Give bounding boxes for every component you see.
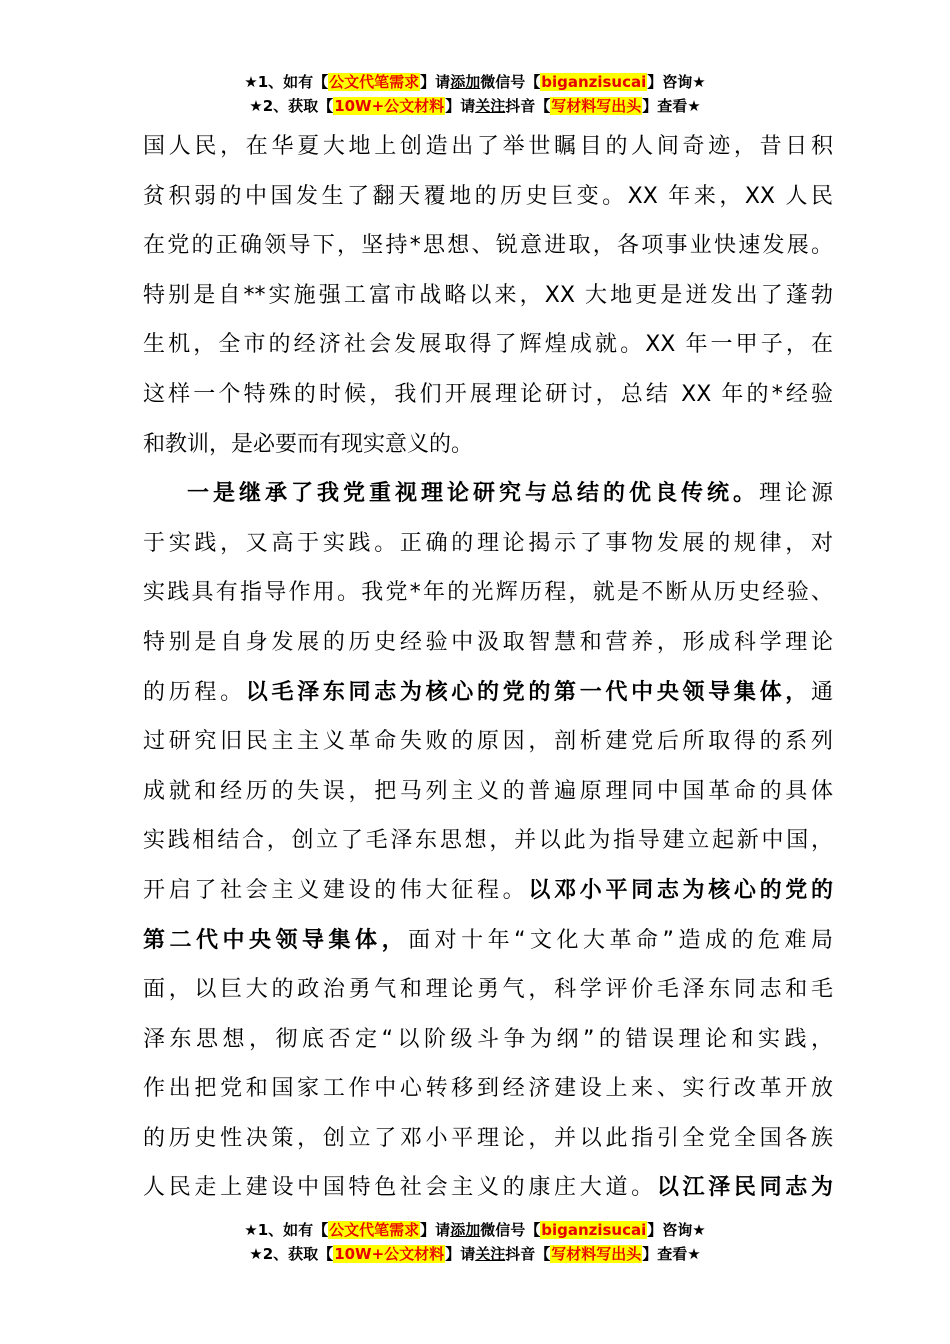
banner-text: 微信号【 <box>480 1221 541 1239</box>
banner-text: 】咨询★ <box>647 73 706 91</box>
banner-highlight: 公文代笔需求 <box>329 1221 420 1239</box>
banner-emphasis: 关注 <box>475 97 506 115</box>
text-line: 的历程。以毛泽东同志为核心的党的第一代中央领导集体，通 <box>143 679 833 705</box>
banner-line-1 <box>0 1218 950 1242</box>
text-line: 特别是自身发展的历史经验中汲取智慧和营养，形成科学理论 <box>143 629 833 655</box>
text-line: 在党的正确领导下，坚持*思想、锐意进取，各项事业快速发展。 <box>143 233 833 259</box>
banner-emphasis: 添加 <box>450 73 481 91</box>
text-line: 过研究旧民主主义革命失败的原因，剖析建党后所取得的系列 <box>143 729 833 755</box>
banner-highlight: 公文代笔需求 <box>329 73 420 91</box>
banner-highlight: 10W+公文材料 <box>334 97 445 115</box>
text-line: 成就和经历的失误，把马列主义的普遍原理同中国革命的具体 <box>143 778 833 804</box>
footer-banner <box>0 1218 950 1266</box>
banner-text: 】请 <box>420 73 451 91</box>
banner-line-2 <box>0 94 950 118</box>
banner-text: 抖音【 <box>505 97 551 115</box>
banner-line-1 <box>0 70 950 94</box>
banner-text: 】咨询★ <box>647 1221 706 1239</box>
text-line: 和教训，是必要而有现实意义的。 <box>143 431 474 457</box>
banner-text: ★1、如有【 <box>244 73 329 91</box>
text-line: 于实践，又高于实践。正确的理论揭示了事物发展的规律，对 <box>143 530 833 556</box>
banner-text: 】请 <box>445 1245 476 1263</box>
bold-heading: 以邓小平同志为核心的党的 <box>528 877 833 903</box>
text-line: 第二代中央领导集体，面对十年“文化大革命”造成的危难局 <box>143 927 833 953</box>
bold-heading: 一是继承了我党重视理论研究与总结的优良传统。 <box>187 481 759 507</box>
banner-text: 抖音【 <box>505 1245 551 1263</box>
banner-highlight: 写材料写出头 <box>551 97 642 115</box>
banner-highlight: biganzisucai <box>541 1221 647 1239</box>
text-line: 一是继承了我党重视理论研究与总结的优良传统。理论源 <box>187 481 833 507</box>
header-banner <box>0 70 950 118</box>
banner-text: ★2、获取【 <box>249 97 334 115</box>
banner-text: 】请 <box>445 97 476 115</box>
banner-highlight: 写材料写出头 <box>551 1245 642 1263</box>
banner-highlight: biganzisucai <box>541 73 647 91</box>
document-body <box>143 122 833 1213</box>
text-line: 特别是自**实施强工富市战略以来，XX 大地更是迸发出了蓬勃 <box>143 282 833 308</box>
bold-heading: 以毛泽东同志为核心的党的第一代中央领导集体， <box>245 679 811 705</box>
text-line: 国人民，在华夏大地上创造出了举世瞩目的人间奇迹，昔日积 <box>143 134 833 159</box>
text-line: 这样一个特殊的时候，我们开展理论研讨，总结 XX 年的*经验 <box>143 381 833 407</box>
banner-text: ★1、如有【 <box>244 1221 329 1239</box>
banner-text: 】查看★ <box>642 97 701 115</box>
text-line: 实践具有指导作用。我党*年的光辉历程，就是不断从历史经验、 <box>143 580 833 606</box>
banner-text: ★2、获取【 <box>249 1245 334 1263</box>
banner-emphasis: 关注 <box>475 1245 506 1263</box>
banner-highlight: 10W+公文材料 <box>334 1245 445 1263</box>
text-line: 实践相结合，创立了毛泽东思想，并以此为指导建立起新中国， <box>143 828 833 854</box>
text-line: 人民走上建设中国特色社会主义的康庄大道。以江泽民同志为 <box>143 1175 833 1201</box>
text-line: 泽东思想，彻底否定“以阶级斗争为纲”的错误理论和实践， <box>143 1026 833 1052</box>
text-line: 面，以巨大的政治勇气和理论勇气，科学评价毛泽东同志和毛 <box>143 977 833 1003</box>
bold-heading: 以江泽民同志为 <box>656 1175 833 1201</box>
text-line: 贫积弱的中国发生了翻天覆地的历史巨变。XX 年来，XX 人民 <box>143 183 833 209</box>
banner-emphasis: 添加 <box>450 1221 481 1239</box>
text-line: 生机，全市的经济社会发展取得了辉煌成就。XX 年一甲子，在 <box>143 332 833 358</box>
text-line: 开启了社会主义建设的伟大征程。以邓小平同志为核心的党的 <box>143 877 833 903</box>
text-line: 的历史性决策，创立了邓小平理论，并以此指引全党全国各族 <box>143 1125 833 1151</box>
banner-text: 】查看★ <box>642 1245 701 1263</box>
text-line: 作出把党和国家工作中心转移到经济建设上来、实行改革开放 <box>143 1076 833 1102</box>
banner-text: 】请 <box>420 1221 451 1239</box>
bold-heading: 第二代中央领导集体， <box>143 927 409 953</box>
banner-text: 微信号【 <box>480 73 541 91</box>
banner-line-2 <box>0 1242 950 1266</box>
